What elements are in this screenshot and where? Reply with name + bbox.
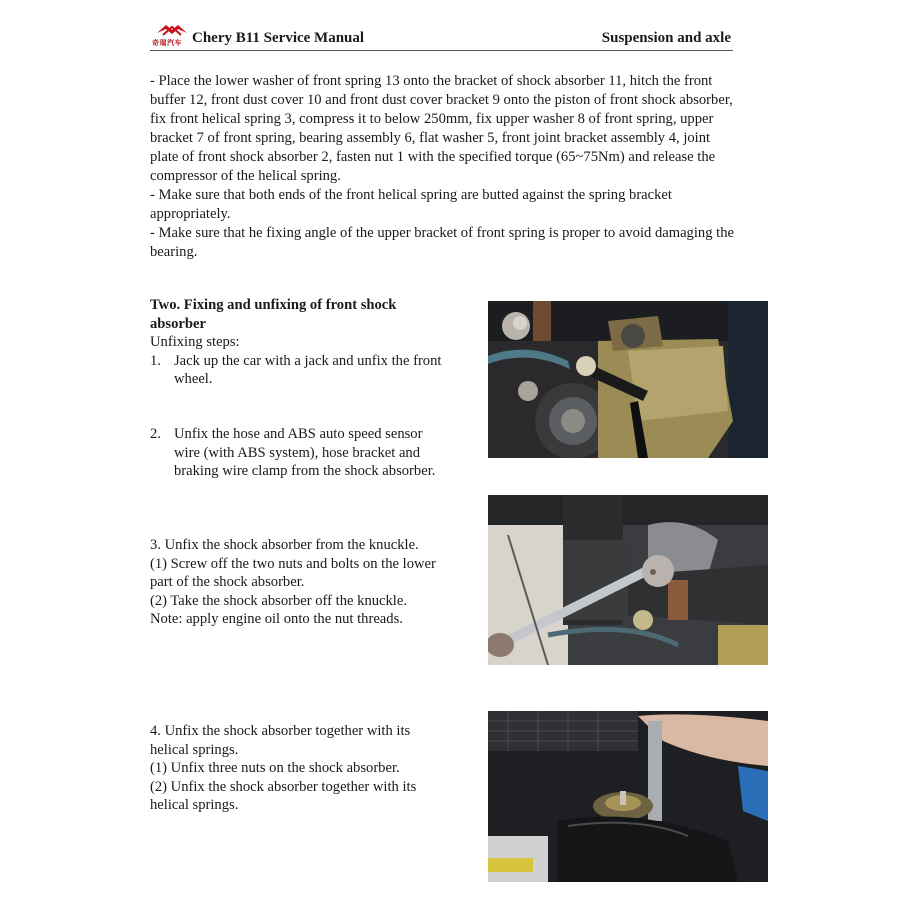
- step-title: 3. Unfix the shock absorber from the knuckle.: [150, 537, 419, 553]
- intro-paragraph: - Place the lower washer of front spring 13 onto the bracket of shock absorber 11, hitch the front buffer 12, front dust cover 10 and front dust cover bracket 9 onto the piston of front shock absorber, fix front helical spring 3, compress it to below 250mm, fix upper washer 8 of front spring, upper bracket 7 of front spring, bearing assembly 6, flat washer 5, front joint bracket assembly 4, joint plate of front shock absorber 2, fasten nut 1 with the specified torque (65~75Nm) and release the compressor of the helical spring.: [150, 73, 733, 184]
- intro-paragraph: - Make sure that he fixing angle of the upper bracket of front spring is proper to avoid damaging the bearing.: [150, 225, 734, 260]
- section-two-intro: [150, 296, 450, 389]
- step-substep: (2) Take the shock absorber off the knuckle.: [150, 592, 407, 609]
- step-number: 2.: [150, 426, 161, 442]
- step-2: [150, 425, 450, 481]
- shock-absorber-knuckle-bolts-photo: [488, 495, 768, 665]
- logo-chinese-text: 奇瑞汽车: [152, 39, 182, 47]
- step-1: [150, 352, 450, 389]
- intro-text: [150, 72, 740, 262]
- intro-paragraph: - Make sure that both ends of the front helical spring are butted against the spring bracket appropriately.: [150, 187, 672, 222]
- step-text: Unfix the hose and ABS auto speed sensor wire (with ABS system), hose bracket and braking wire clamp from the shock absorber.: [174, 426, 436, 479]
- step-3: [150, 536, 450, 629]
- section-subheading: Unfixing steps:: [150, 334, 240, 350]
- step-note: Note: apply engine oil onto the nut threads.: [150, 611, 403, 627]
- step-substep: (1) Screw off the two nuts and bolts on the lower part of the shock absorber.: [150, 555, 436, 590]
- step-title: 4. Unfix the shock absorber together with its helical springs.: [150, 723, 411, 758]
- page-header: [150, 22, 733, 51]
- brake-caliper-photo: [488, 301, 768, 458]
- section-heading: Two. Fixing and unfixing of front shock absorber: [150, 297, 397, 332]
- chery-logo: [152, 22, 192, 48]
- chery-logo-icon: [155, 23, 189, 37]
- step-number: 1.: [150, 352, 161, 369]
- manual-title: Chery B11 Service Manual: [192, 30, 365, 46]
- step-substep: (2) Unfix the shock absorber together with its helical springs.: [150, 778, 417, 813]
- step-text: Jack up the car with a jack and unfix the front wheel.: [174, 352, 442, 387]
- step-substep: (1) Unfix three nuts on the shock absorber.: [150, 760, 400, 776]
- shock-absorber-top-nuts-photo: [488, 711, 768, 882]
- section-title: Suspension and axle: [601, 30, 731, 46]
- step-4: [150, 722, 450, 815]
